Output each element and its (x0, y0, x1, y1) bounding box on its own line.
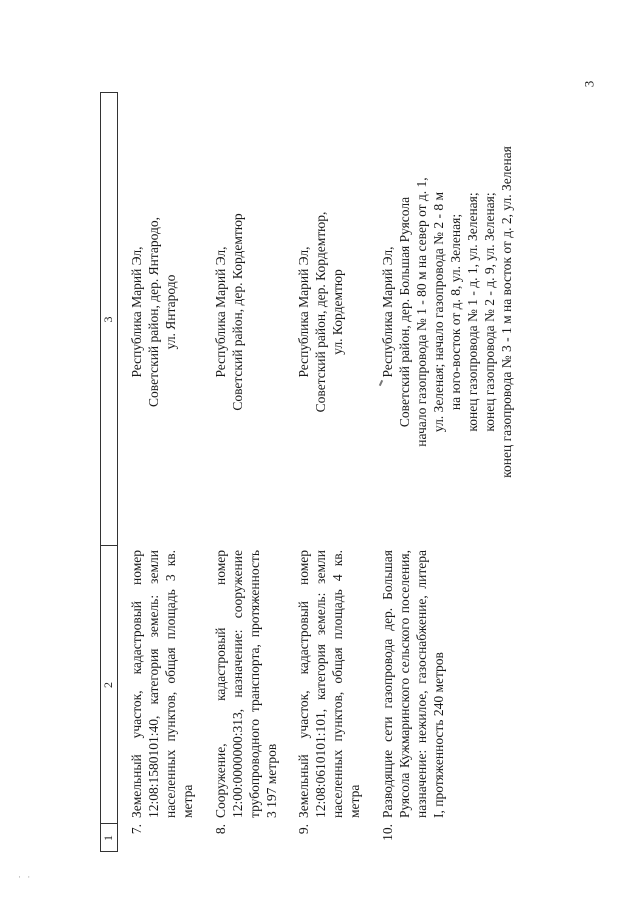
scan-artifact: · · (18, 872, 33, 882)
row-address: Республика Марий Эл, Советский район, дер. Кордемтюр (213, 213, 245, 411)
row-number: 7. (129, 824, 144, 835)
rotated-document-body (100, 92, 530, 852)
row-description: Разводящие сети газопровода дер. Большая Руясола Кужмаринского сельского поселения, назначение: нежилое, газоснабжение, литера I, протяженность 240 метров (380, 546, 446, 818)
row-number: 8. (213, 824, 228, 835)
column-header-1: 1 (101, 835, 115, 841)
property-table (100, 92, 530, 852)
row-number: 10. (380, 824, 395, 841)
row-number: 9. (296, 824, 311, 835)
row-description: Земельный участок, кадастровый номер 12:08:1580101:40, категория земель: земли населенных пунктов, общая площадь 3 кв. метра (129, 546, 195, 818)
row-address: Республика Марий Эл, Советский район, дер. Янтародо, ул. Янтародо (129, 217, 178, 407)
column-header-3: 3 (101, 316, 115, 323)
page-number: 3 (581, 80, 597, 88)
row-address: Республика Марий Эл, Советский район, дер. Кордемтюр, ул. Кордемтюр (296, 211, 345, 413)
table-header-border (117, 92, 118, 852)
column-header-2: 2 (101, 682, 115, 688)
row-address: Республика Марий Эл, Советский район, дер. Большая Руясола начало газопровода № 1 - 80 м на север от д. 1, ул. Зеленая; начало газопровода № 2 - 8 м на юго-восток от д. 8, ул. Зеленая; конец газопровода № 1 - д. 1, ул. Зеленая; конец газопровода № 2 - д. 9, ул. Зеленая; конец газопровода № 3 - 1 м на восток от д. 2, ул. Зеленая (380, 146, 514, 478)
row-description: Земельный участок, кадастровый номер 12:08:0610101:101, категория земель: земли населенных пунктов, общая площадь 4 кв. метра (296, 546, 362, 818)
row-description: Сооружение, кадастровый номер 12:00:0000000:313, назначение: сооружение трубопроводного транспорта, протяженность 3 197 метров (213, 546, 279, 818)
